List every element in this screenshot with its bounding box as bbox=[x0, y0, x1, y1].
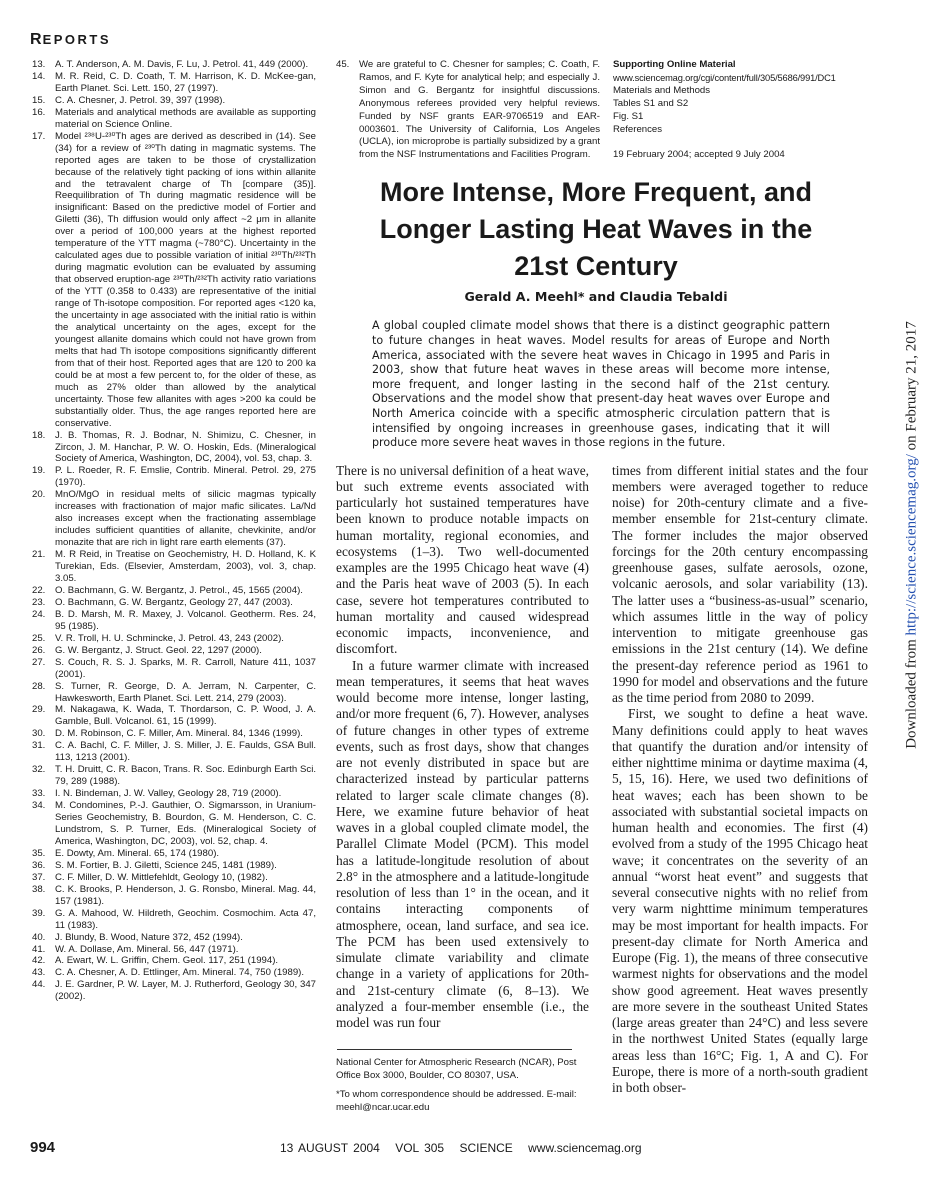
reference-item: 15. C. A. Chesner, J. Petrol. 39, 397 (1998). bbox=[32, 94, 226, 106]
reference-item: 37. C. F. Miller, D. W. Mittlefehldt, Geology 10, (1982). bbox=[32, 871, 268, 883]
page-footer: 13 AUGUST 2004 VOL 305 SCIENCE www.sciencemag.org bbox=[280, 1141, 642, 1155]
body-paragraph: There is no universal definition of a heat wave, but such extreme events associated with particularly hot sustained temperatures have been known to produce notable impacts on human mortality, regional economies, and ecosystems (1–3). Two well-documented examples are the 1995 Chicago heat wave (4) and the Paris heat wave of 2003 (5). In each case, severe hot temperatures contributed to human mortality and caused widespread economic impacts, inconvenience, and discomfort. bbox=[336, 462, 589, 657]
reference-item: 43. C. A. Chesner, A. D. Ettlinger, Am. Mineral. 74, 750 (1989). bbox=[32, 967, 305, 979]
som-item: Tables S1 and S2 bbox=[613, 97, 689, 109]
reference-item: 44. J. E. Gardner, P. W. Layer, M. J. Rutherford, Geology 30, 347 (2002). bbox=[32, 979, 316, 1003]
article-area bbox=[336, 59, 886, 1120]
reference-item: 28. S. Turner, R. George, D. A. Jerram, N. Carpenter, C. Hawkesworth, Earth Planet. Sci. Lett. 214, 279 (2003). bbox=[32, 680, 316, 704]
som-item: References bbox=[613, 123, 663, 135]
reference-item: 42. A. Ewart, W. L. Griffin, Chem. Geol. 117, 251 (1994). bbox=[32, 955, 279, 967]
som-item: Fig. S1 bbox=[613, 110, 644, 122]
body-column-1 bbox=[336, 463, 589, 1121]
reference-item: 27. S. Couch, R. S. J. Sparks, M. R. Carroll, Nature 411, 1037 (2001). bbox=[32, 656, 316, 680]
reference-item: 14. M. R. Reid, C. D. Coath, T. M. Harrison, K. D. McKee-gan, Earth Planet. Sci. Lett. 150, 27 (1997). bbox=[32, 70, 316, 94]
reference-item: 31. C. A. Bachl, C. F. Miller, J. S. Miller, J. E. Faulds, GSA Bull. 113, 1213 (2001). bbox=[32, 740, 316, 764]
download-link[interactable]: http://science.sciencemag.org/ bbox=[903, 454, 920, 636]
body-paragraph: times from different initial states and the four members were averaged together to reduce noise) for 20th-century climate and a five-member ensemble for 21st-century climate. The former includes the major observed forcings for the 20th century encompassing greenhouse gases, sulfate aerosols, ozone, volcanic aerosols, and solar variability (13). The latter uses a “business-as-usual” scenario, which assumes little in the way of policy intervention to mitigate greenhouse gas emissions in the 21st century (14). We define the present-day reference period as 1961 to 1990 for model and observations and the future as the time period from 2080 to 2099. bbox=[612, 462, 868, 706]
reference-item: 35. E. Dowty, Am. Mineral. 65, 174 (1980). bbox=[32, 847, 220, 859]
reference-item: 18. J. B. Thomas, R. J. Bodnar, N. Shimizu, C. Chesner, in Zircon, J. M. Hanchar, P. W. O. Hoskin, Eds. (Mineralogical Society of America, Washington, DC, 2004), vol. 53, chap. 3. bbox=[32, 429, 316, 465]
reference-item: 19. P. L. Roeder, R. F. Emslie, Contrib. Mineral. Petrol. 29, 275 (1970). bbox=[32, 465, 316, 489]
reference-item: 17. Model ²³⁸U-²³⁰Th ages are derived as described in (14). See (34) for a review of ²³⁰Th dating in magmatic systems. The reported ages are taken to be those of crystallization because of the relatively tight packing of ions within allanite and the tetravalent charge of Th [compare (35)]. Reequilibration of Th during magmatic residence will be insignificant: Based on the predictive model of Fortier and Giletti (36), Th diffusion would only affect ~2 μm in allanite over a period of 100,000 years at the highest reported temperature of the YTT magma (~780°C). Uncertainty in the calculated ages due to possible variation of initial ²³⁰Th/²³²Th during magmatic evolution can be evaluated by assuming that observed eruption-age ²³⁰Th/²³²Th activity ratio variations of the YTT (0.358 to 0.433) are representative of the initial range of Th-isotope composition. For reported ages <120 ka, the uncertainty in age associated with the initial ratio is within the analytical uncertainty on the ages, except for the youngest allanite domains which could not have grown from melts that had Th isotope compositions significantly different from that of their host. Reported ages that are 120 to 200 ka could be at most a few percent to, for the older of these, as much as 27% older than allowed by the analytical uncertainty. Those few allanites with ages >200 ka could be substantially older. Thus, the age ranges reported here are conservative. bbox=[32, 130, 316, 429]
article-authors: Gerald A. Meehl* and Claudia Tebaldi bbox=[464, 289, 728, 305]
front-matter-row bbox=[336, 59, 886, 162]
som-url[interactable]: www.sciencemag.org/cgi/content/full/305/5686/991/DC1 bbox=[613, 72, 836, 83]
footnote-divider bbox=[337, 1049, 572, 1050]
reference-item: 22. O. Bachmann, G. W. Bergantz, J. Petrol., 45, 1565 (2004). bbox=[32, 584, 303, 596]
article-title: More Intense, More Frequent, and Longer Lasting Heat Waves in the 21st Century bbox=[379, 177, 813, 282]
reference-item: 20. MnO/MgO in residual melts of silicic magmas typically increases with fractionation of major mafic silicates. La/Nd also increases except when the fractionating assemblage includes sufficient quantities of allanite, chevkinite, and/or monazite that are rich in light rare earth elements (37). bbox=[32, 489, 316, 549]
som-heading: Supporting Online Material bbox=[613, 59, 736, 70]
reference-item: 41. W. A. Dollase, Am. Mineral. 56, 447 (1971). bbox=[32, 943, 239, 955]
reference-item: 16. Materials and analytical methods are available as supporting material on Science Online. bbox=[32, 106, 316, 130]
reference-item: 40. J. Blundy, B. Wood, Nature 372, 452 (1994). bbox=[32, 931, 243, 943]
correspondence: *To whom correspondence should be addressed. E-mail: meehl@ncar.ucar.edu bbox=[336, 1089, 577, 1114]
acknowledgment-text: We are grateful to C. Chesner for samples; C. Coath, F. Ramos, and F. Kyte for analytical help; and especially J. Simon and G. Bergantz for insightful discussions. Anonymous referees provided very helpful reviews. Funded by NSF grants EAR-9706519 and EAR-0003601. The University of California, Los Angeles (UCLA), ion microprobe is partially subsidized by a grant from the NSF Instrumentations and Facilities Program. bbox=[359, 59, 600, 161]
affiliation: National Center for Atmospheric Research (NCAR), Post Office Box 3000, Boulder, CO 80307, USA. bbox=[336, 1057, 577, 1082]
acknowledgment: 45. We are grateful to C. Chesner for samples; C. Coath, F. Ramos, and F. Kyte for analytical help; and especially J. Simon and G. Bergantz for insightful discussions. Anonymous referees provided very helpful reviews. Funded by NSF grants EAR-9706519 and EAR-0003601. The University of California, Los Angeles (UCLA), ion microprobe is partially subsidized by a grant from the NSF Instrumentations and Facilities Program. bbox=[336, 59, 600, 161]
reference-item: 25. V. R. Troll, H. U. Schmincke, J. Petrol. 43, 243 (2002). bbox=[32, 632, 284, 644]
reference-item: 38. C. K. Brooks, P. Henderson, J. G. Ronsbo, Mineral. Mag. 44, 157 (1981). bbox=[32, 883, 316, 907]
section-header: REPORTS bbox=[30, 31, 112, 48]
reference-item: 32. T. H. Druitt, C. R. Bacon, Trans. R. Soc. Edinburgh Earth Sci. 79, 289 (1988). bbox=[32, 764, 316, 788]
reference-item: 34. M. Condomines, P.-J. Gauthier, O. Sigmarsson, in Uranium-Series Geochemistry, B. Bourdon, G. M. Henderson, C. C. Lundstrom, S. P. Turner, Eds. (Mineralogical Society of America, Washington, DC, 2003), vol. 52, chap. 4. bbox=[32, 800, 316, 847]
body-columns bbox=[336, 463, 886, 1121]
reference-item: 29. M. Nakagawa, K. Wada, T. Thordarson, C. P. Wood, J. A. Gamble, Bull. Volcanol. 61, 15 (1999). bbox=[32, 704, 316, 728]
reference-item: 23. O. Bachmann, G. W. Bergantz, Geology 27, 447 (2003). bbox=[32, 596, 293, 608]
abstract: A global coupled climate model shows that there is a distinct geographic pattern to future changes in heat waves. Model results for areas of Europe and North America, associated with the severe heat waves in Chicago in 1995 and Paris in 2003, show that future heat waves in these areas will become more intense, more frequent, and longer lasting in the second half of the 21st century. Observations and the model show that present-day heat waves over Europe and North America coincide with a specific atmospheric circulation pattern that is intensified by ongoing increases in greenhouse gases, indicating that it will produce more severe heat waves in those regions in the future. bbox=[372, 319, 830, 450]
reference-item: 26. G. W. Bergantz, J. Struct. Geol. 22, 1297 (2000). bbox=[32, 644, 262, 656]
reference-item: 39. G. A. Mahood, W. Hildreth, Geochim. Cosmochim. Acta 47, 11 (1983). bbox=[32, 907, 316, 931]
reference-item: 36. S. M. Fortier, B. J. Giletti, Science 245, 1481 (1989). bbox=[32, 859, 277, 871]
som-item: Materials and Methods bbox=[613, 84, 711, 96]
body-paragraph: First, we sought to define a heat wave. Many definitions could apply to heat waves that quantify the duration and/or intensity of either nighttime minima or daytime maxima (4, 5, 15, 16). Here, we used two definitions of heat waves; each has been shown to be associated with substantial societal impacts on human health and economies. The first (4) evolved from a study of the 1995 Chicago heat wave; it concentrates on the severity of an annual “worst heat event” and suggests that several consecutive nights with no relief from very warm nighttime minimum temperatures may be most important for health impacts. For present-day climate for North America and Europe (Fig. 1), the means of three consecutive warmest nights for observations and the model show good agreement. Heat waves presently are more severe in the southeast United States (large areas greater than 24°C) and less severe in the northwest United States (equally large areas less than 16°C; Fig. 1, A and C). For Europe, there is more of a north-south gradient in both obser- bbox=[612, 706, 868, 1096]
reference-item: 13. A. T. Anderson, A. M. Davis, F. Lu, J. Petrol. 41, 449 (2000). bbox=[32, 59, 309, 70]
supporting-online-material bbox=[613, 59, 886, 162]
submission-dates: 19 February 2004; accepted 9 July 2004 bbox=[613, 149, 785, 161]
body-paragraph: In a future warmer climate with increased mean temperatures, it seems that heat waves would become more intense, longer lasting, and/or more frequent (6, 7). However, analyses of future changes in other types of extreme events, such as frost days, show that changes are not evenly distributed in space but are characterized instead by particular patterns related to larger scale climate changes (8). Here, we examine future behavior of heat waves in a global coupled climate model, the Parallel Climate Model (PCM). This model has a latitude-longitude resolution of about 2.8° in the atmosphere and a latitude-longitude resolution of less than 1° in the ocean, and it contains interacting components of atmosphere, ocean, land surface, and sea ice. The PCM has been used extensively to simulate climate variability and climate change in a variety of applications for 20th- and 21st-century climate (6, 8–13). We analyzed a four-member ensemble (i.e., the model was run four bbox=[336, 657, 589, 1031]
download-watermark: Downloaded from http://science.sciencemag.org/ on February 21, 2017 bbox=[903, 321, 920, 749]
reference-item: 30. D. M. Robinson, C. F. Miller, Am. Mineral. 84, 1346 (1999). bbox=[32, 728, 303, 740]
body-column-2 bbox=[612, 463, 868, 1121]
reference-item: 33. I. N. Bindeman, J. W. Valley, Geology 28, 719 (2000). bbox=[32, 788, 282, 800]
footnotes bbox=[336, 1056, 591, 1114]
reference-item: 21. M. R Reid, in Treatise on Geochemistry, H. D. Holland, K. K Turekian, Eds. (Elsevier, Amsterdam, 2003), vol. 3, chap. 3.05. bbox=[32, 549, 316, 584]
reference-list bbox=[32, 59, 316, 1003]
reference-item: 24. B. D. Marsh, M. R. Maxey, J. Volcanol. Geotherm. Res. 24, 95 (1985). bbox=[32, 608, 316, 632]
page-number: 994 bbox=[30, 1139, 56, 1156]
